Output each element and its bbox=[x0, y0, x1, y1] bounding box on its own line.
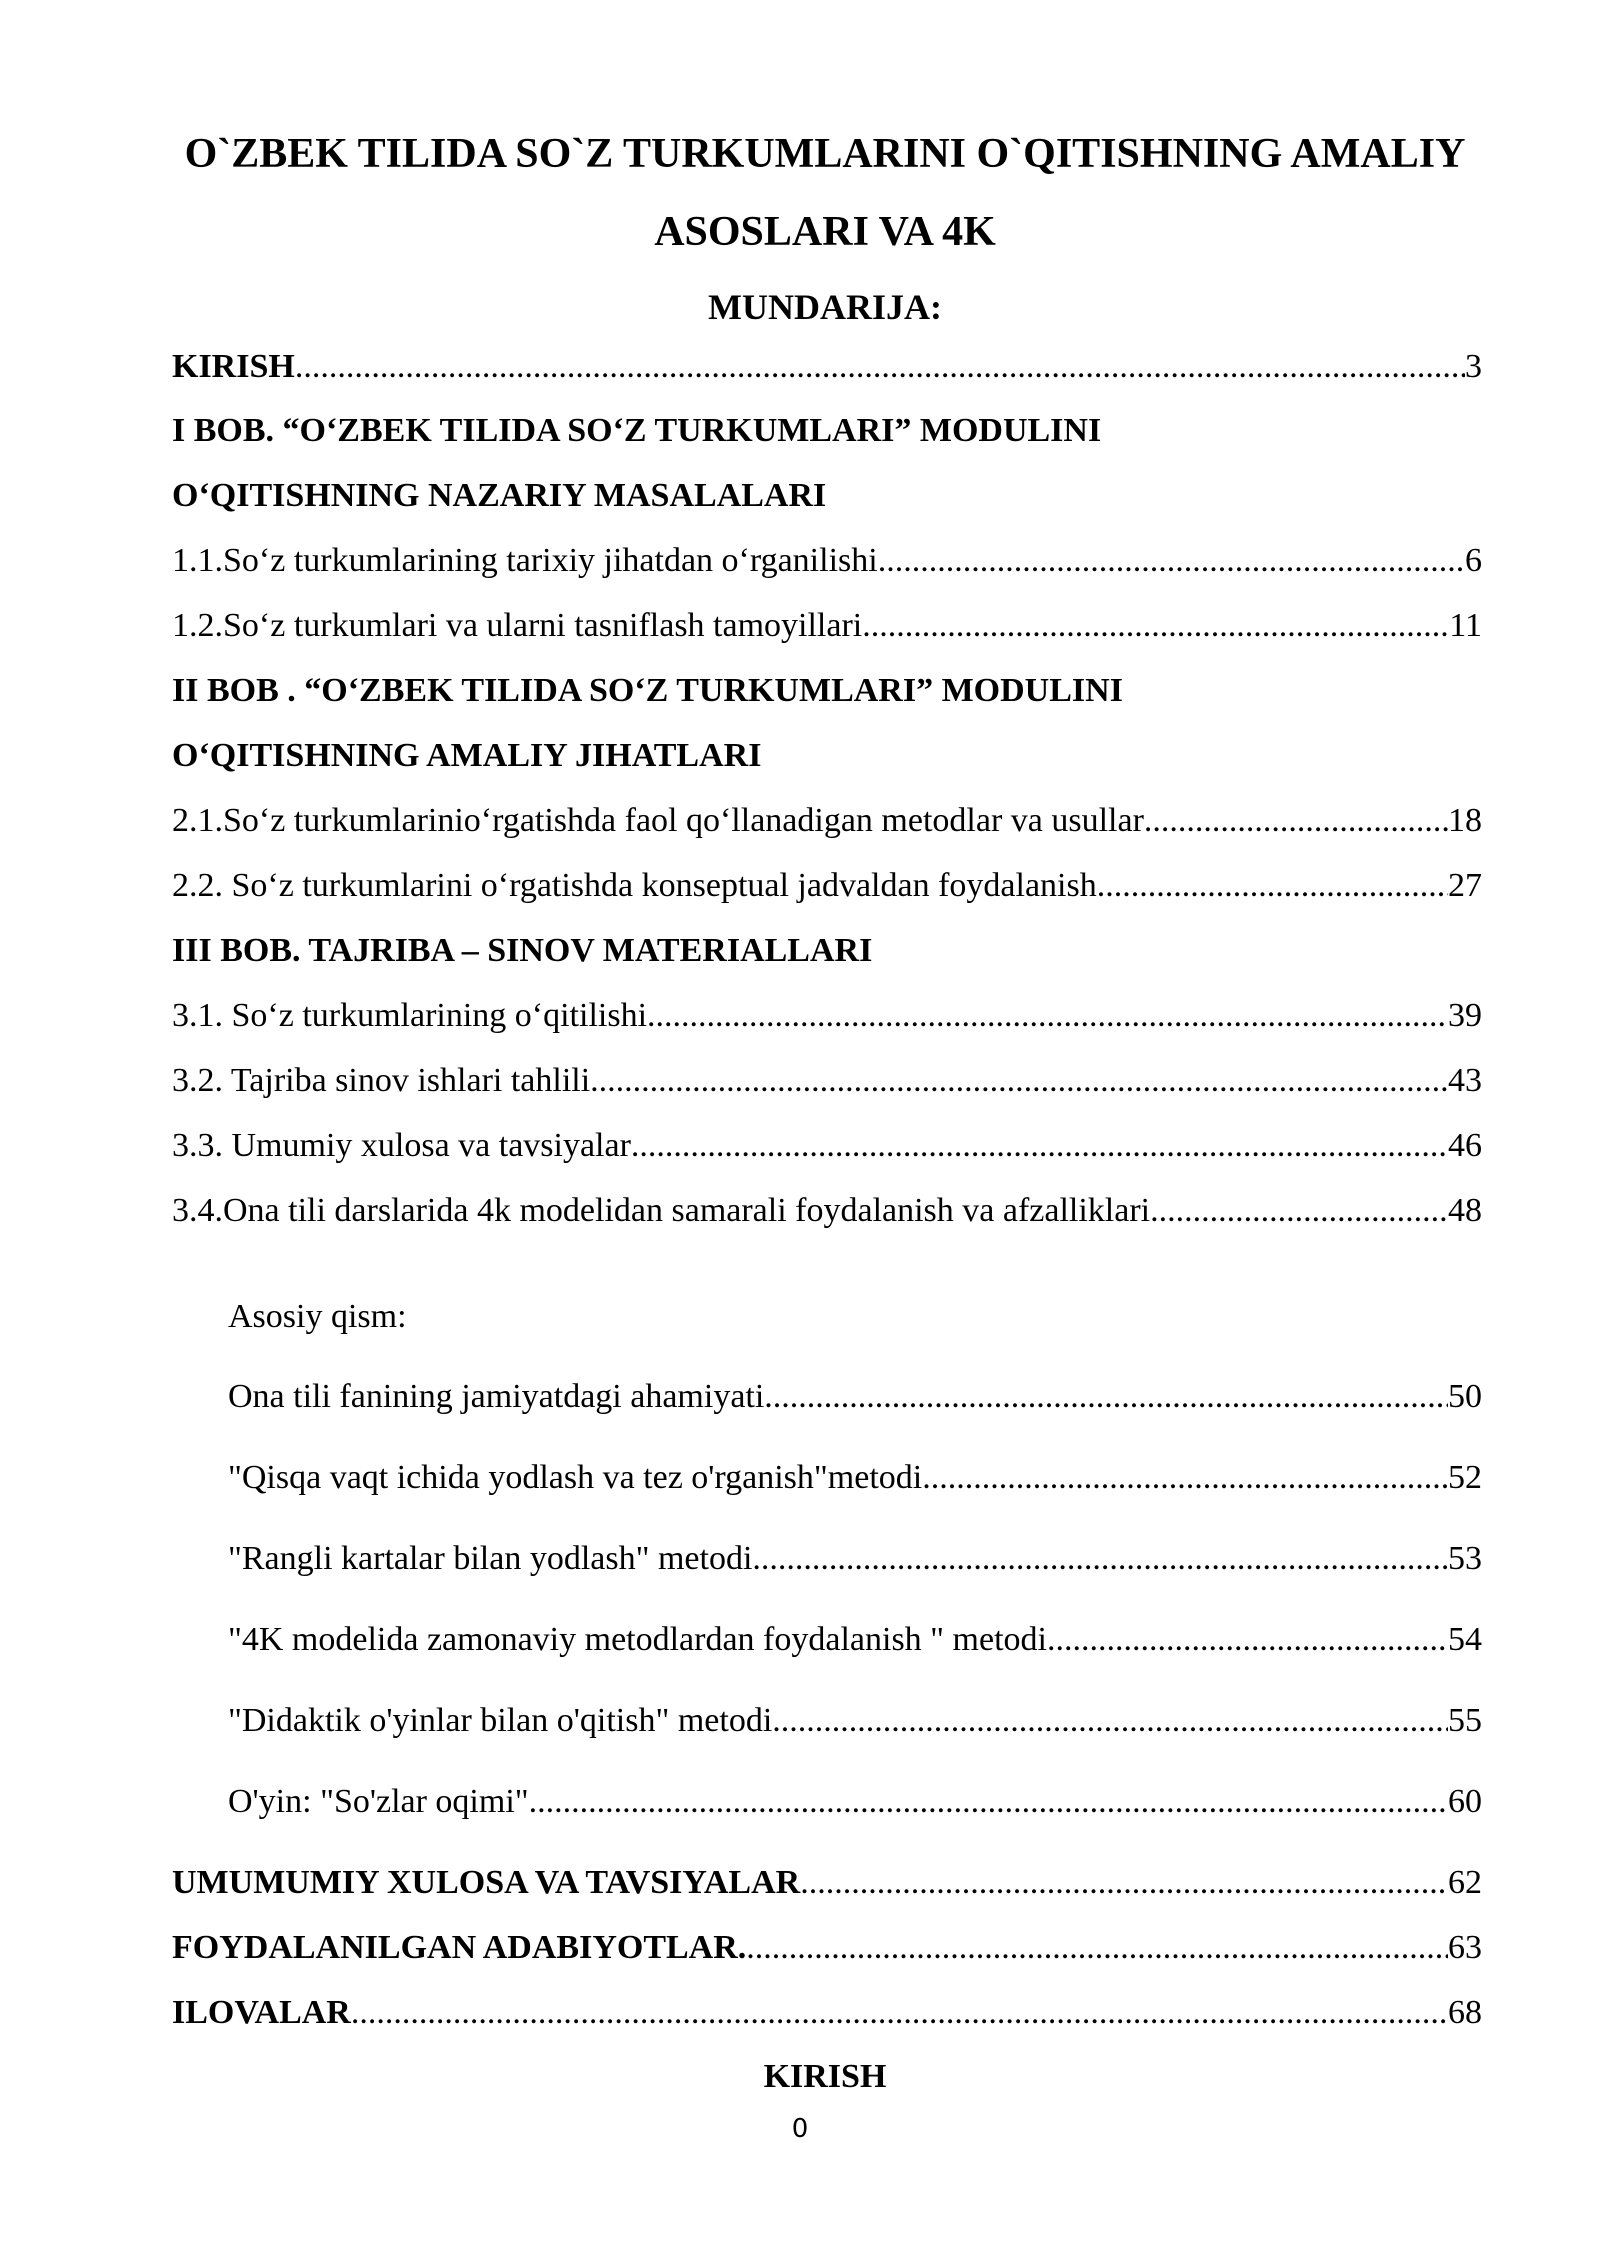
toc-page: 3 bbox=[1465, 348, 1482, 385]
main-part-label: Asosiy qism: bbox=[228, 1298, 407, 1335]
toc-page: 18 bbox=[1448, 802, 1482, 839]
toc-page: 11 bbox=[1449, 607, 1482, 644]
toc-entry-main-1[interactable] bbox=[228, 1378, 1482, 1430]
dot-leader bbox=[862, 607, 1449, 645]
toc-entry-main-5[interactable] bbox=[228, 1702, 1482, 1754]
toc-page: 43 bbox=[1448, 1062, 1482, 1099]
dot-leader bbox=[764, 1378, 1448, 1416]
toc-label: UMUMUMIY XULOSA VA TAVSIYALAR bbox=[172, 1864, 801, 1901]
chapter3-title[interactable]: III BOB. TAJRIBA – SINOV MATERIALLARI bbox=[172, 932, 873, 969]
toc-entry-1-1[interactable] bbox=[172, 542, 1482, 594]
dot-leader bbox=[647, 997, 1448, 1035]
toc-page: 46 bbox=[1448, 1127, 1482, 1164]
toc-page: 6 bbox=[1465, 542, 1482, 579]
toc-label: 2.1.So‘z turkumlarinio‘rgatishda faol qo‘llanadigan metodlar va usullar bbox=[172, 802, 1144, 839]
toc-label: 3.3. Umumiy xulosa va tavsiyalar bbox=[172, 1127, 631, 1164]
toc-entry-main-4[interactable] bbox=[228, 1621, 1482, 1673]
toc-page: 39 bbox=[1448, 997, 1482, 1034]
toc-label: 3.1. So‘z turkumlarining o‘qitilishi bbox=[172, 997, 648, 1034]
dot-leader bbox=[772, 1702, 1448, 1740]
toc-entry-3-1[interactable] bbox=[172, 997, 1482, 1049]
toc-page: 60 bbox=[1448, 1783, 1482, 1820]
dot-leader bbox=[1047, 1621, 1448, 1659]
dot-leader bbox=[752, 1540, 1448, 1578]
toc-label: "Rangli kartalar bilan yodlash" metodi bbox=[228, 1540, 753, 1577]
dot-leader bbox=[878, 542, 1465, 580]
toc-entry-3-4[interactable] bbox=[172, 1192, 1482, 1244]
toc-entry-2-2[interactable] bbox=[172, 867, 1482, 919]
toc-label: FOYDALANILGAN ADABIYOTLAR. bbox=[172, 1929, 747, 1966]
toc-entry-2-1[interactable] bbox=[172, 802, 1482, 854]
toc-page: 48 bbox=[1448, 1192, 1482, 1229]
toc-page: 62 bbox=[1448, 1864, 1482, 1901]
toc-page: 50 bbox=[1448, 1378, 1482, 1415]
toc-label: 2.2. So‘z turkumlarini o‘rgatishda konseptual jadvaldan foydalanish bbox=[172, 867, 1097, 904]
next-section-heading: KIRISH bbox=[763, 2058, 887, 2095]
toc-page: 55 bbox=[1448, 1702, 1482, 1739]
dot-leader bbox=[746, 1929, 1448, 1967]
toc-entry-kirish[interactable] bbox=[172, 348, 1482, 400]
toc-entry-references[interactable] bbox=[172, 1929, 1482, 1981]
dot-leader bbox=[631, 1127, 1448, 1165]
toc-label: "Qisqa vaqt ichida yodlash va tez o'rganish"metodi bbox=[228, 1459, 923, 1496]
toc-entry-conclusion[interactable] bbox=[172, 1864, 1482, 1916]
dot-leader bbox=[1144, 802, 1448, 840]
toc-label: 1.1.So‘z turkumlarining tarixiy jihatdan o‘rganilishi bbox=[172, 542, 878, 579]
toc-label: Ona tili fanining jamiyatdagi ahamiyati bbox=[228, 1378, 765, 1415]
toc-label: ILOVALAR bbox=[172, 1994, 351, 2031]
toc-page: 53 bbox=[1448, 1540, 1482, 1577]
dot-leader bbox=[1097, 867, 1448, 905]
toc-entry-main-6[interactable] bbox=[228, 1783, 1482, 1835]
chapter1-title-line2[interactable]: O‘QITISHNING NAZARIY MASALALARI bbox=[172, 477, 827, 514]
toc-entry-3-3[interactable] bbox=[172, 1127, 1482, 1179]
dot-leader bbox=[529, 1783, 1448, 1821]
chapter2-title-line2[interactable]: O‘QITISHNING AMALIY JIHATLARI bbox=[172, 737, 762, 774]
toc-entry-3-2[interactable] bbox=[172, 1062, 1482, 1114]
toc-page: 52 bbox=[1448, 1459, 1482, 1496]
document-title-line1: O`ZBEK TILIDA SO`Z TURKUMLARINI O`QITISHNING AMALIY bbox=[184, 131, 1466, 177]
toc-entry-appendices[interactable] bbox=[172, 1994, 1482, 2046]
toc-label: 3.2. Tajriba sinov ishlari tahlili bbox=[172, 1062, 591, 1099]
toc-label: 1.2.So‘z turkumlari va ularni tasniflash tamoyillari bbox=[172, 607, 863, 644]
dot-leader bbox=[922, 1459, 1448, 1497]
chapter2-title-line1[interactable]: II BOB . “O‘ZBEK TILIDA SO‘Z TURKUMLARI” MODULINI bbox=[172, 672, 1123, 709]
dot-leader bbox=[295, 348, 1465, 386]
toc-page: 27 bbox=[1448, 867, 1482, 904]
toc-page: 54 bbox=[1448, 1621, 1482, 1658]
dot-leader bbox=[351, 1994, 1448, 2032]
toc-page: 68 bbox=[1448, 1994, 1482, 2031]
toc-label: O'yin: "So'zlar oqimi" bbox=[228, 1783, 529, 1820]
toc-entry-main-2[interactable] bbox=[228, 1459, 1482, 1511]
chapter1-title-line1[interactable]: I BOB. “O‘ZBEK TILIDA SO‘Z TURKUMLARI” MODULINI bbox=[172, 412, 1102, 449]
toc-entry-1-2[interactable] bbox=[172, 607, 1482, 659]
toc-page: 63 bbox=[1448, 1929, 1482, 1966]
toc-label: "4K modelida zamonaviy metodlardan foydalanish " metodi bbox=[228, 1621, 1047, 1658]
document-title-line2: ASOSLARI VA 4K bbox=[654, 209, 996, 255]
toc-entry-main-3[interactable] bbox=[228, 1540, 1482, 1592]
page-number: 0 bbox=[791, 2114, 809, 2144]
dot-leader bbox=[590, 1062, 1448, 1100]
toc-label: "Didaktik o'yinlar bilan o'qitish" metodi bbox=[228, 1702, 773, 1739]
dot-leader bbox=[1150, 1192, 1448, 1230]
toc-label: 3.4.Ona tili darslarida 4k modelidan samarali foydalanish va afzalliklari bbox=[172, 1192, 1151, 1229]
dot-leader bbox=[800, 1864, 1448, 1902]
toc-heading: MUNDARIJA: bbox=[708, 287, 942, 327]
toc-label: KIRISH bbox=[172, 348, 295, 385]
